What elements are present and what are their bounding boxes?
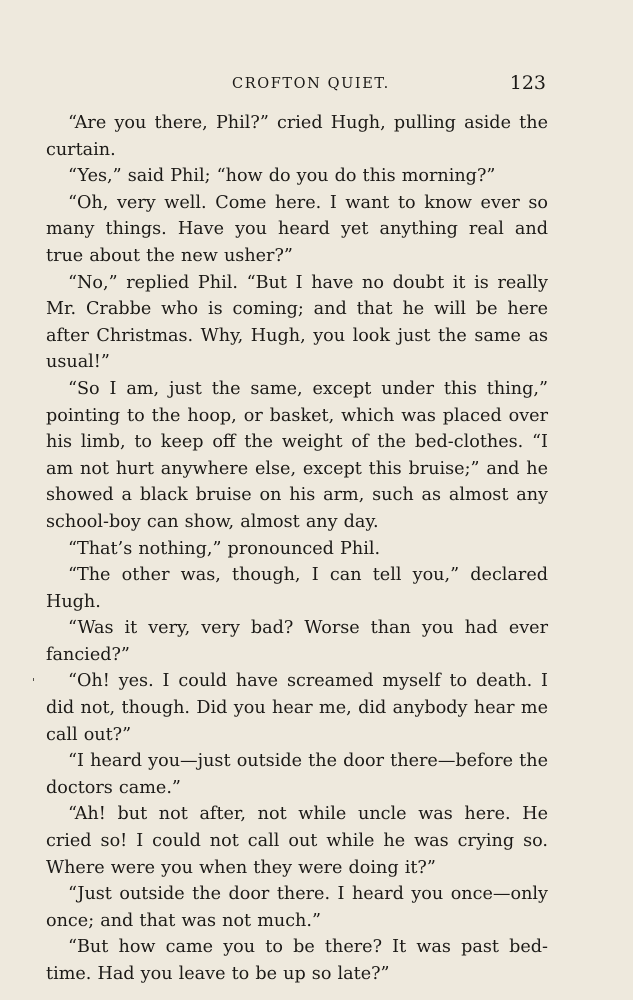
paragraph: “But how came you to be there? It was past bed-time. Had you leave to be up so late?” xyxy=(46,937,548,984)
body-text xyxy=(46,110,548,988)
paragraph: “Are you there, Phil?” cried Hugh, pulling aside the curtain. xyxy=(46,113,548,160)
paragraph: “Yes,” said Phil; “how do you do this morning?” xyxy=(68,166,496,187)
page-header xyxy=(46,72,546,98)
paragraph: “I heard you—just outside the door there—before the doctors came.” xyxy=(46,751,548,798)
paragraph: “Just outside the door there. I heard you once—only once; and that was not much.” xyxy=(46,884,548,931)
paragraph: “That’s nothing,” pronounced Phil. xyxy=(68,538,381,559)
paragraph: “Oh, very well. Come here. I want to know ever so many things. Have you heard yet anything real and true about the new usher?” xyxy=(46,192,548,266)
page-number: 123 xyxy=(509,72,546,94)
paragraph: “Ah! but not after, not while uncle was here. He cried so! I could not call out while he was crying so. Where were you when they were doing it?” xyxy=(46,804,548,878)
running-head: CROFTON QUIET. xyxy=(232,76,390,92)
margin-mark: ' xyxy=(32,676,36,689)
paragraph: “So I am, just the same, except under this thing,” pointing to the hoop, or basket, which was placed over his limb, to keep off the weight of the bed-clothes. “I am not hurt anywhere else, except this bruise;” and he showed a black bruise on his arm, such as almost any school-boy can show, almost any day. xyxy=(46,378,548,532)
paragraph: “The other was, though, I can tell you,” declared Hugh. xyxy=(46,565,548,612)
paragraph: “Oh! yes. I could have screamed myself to death. I did not, though. Did you hear me, did anybody hear me call out?” xyxy=(46,671,548,745)
paragraph: “Was it very, very bad? Worse than you had ever fancied?” xyxy=(46,618,548,665)
paragraph: “No,” replied Phil. “But I have no doubt it is really Mr. Crabbe who is coming; and that he will be here after Christmas. Why, Hugh, you look just the same as usual!” xyxy=(46,272,548,373)
